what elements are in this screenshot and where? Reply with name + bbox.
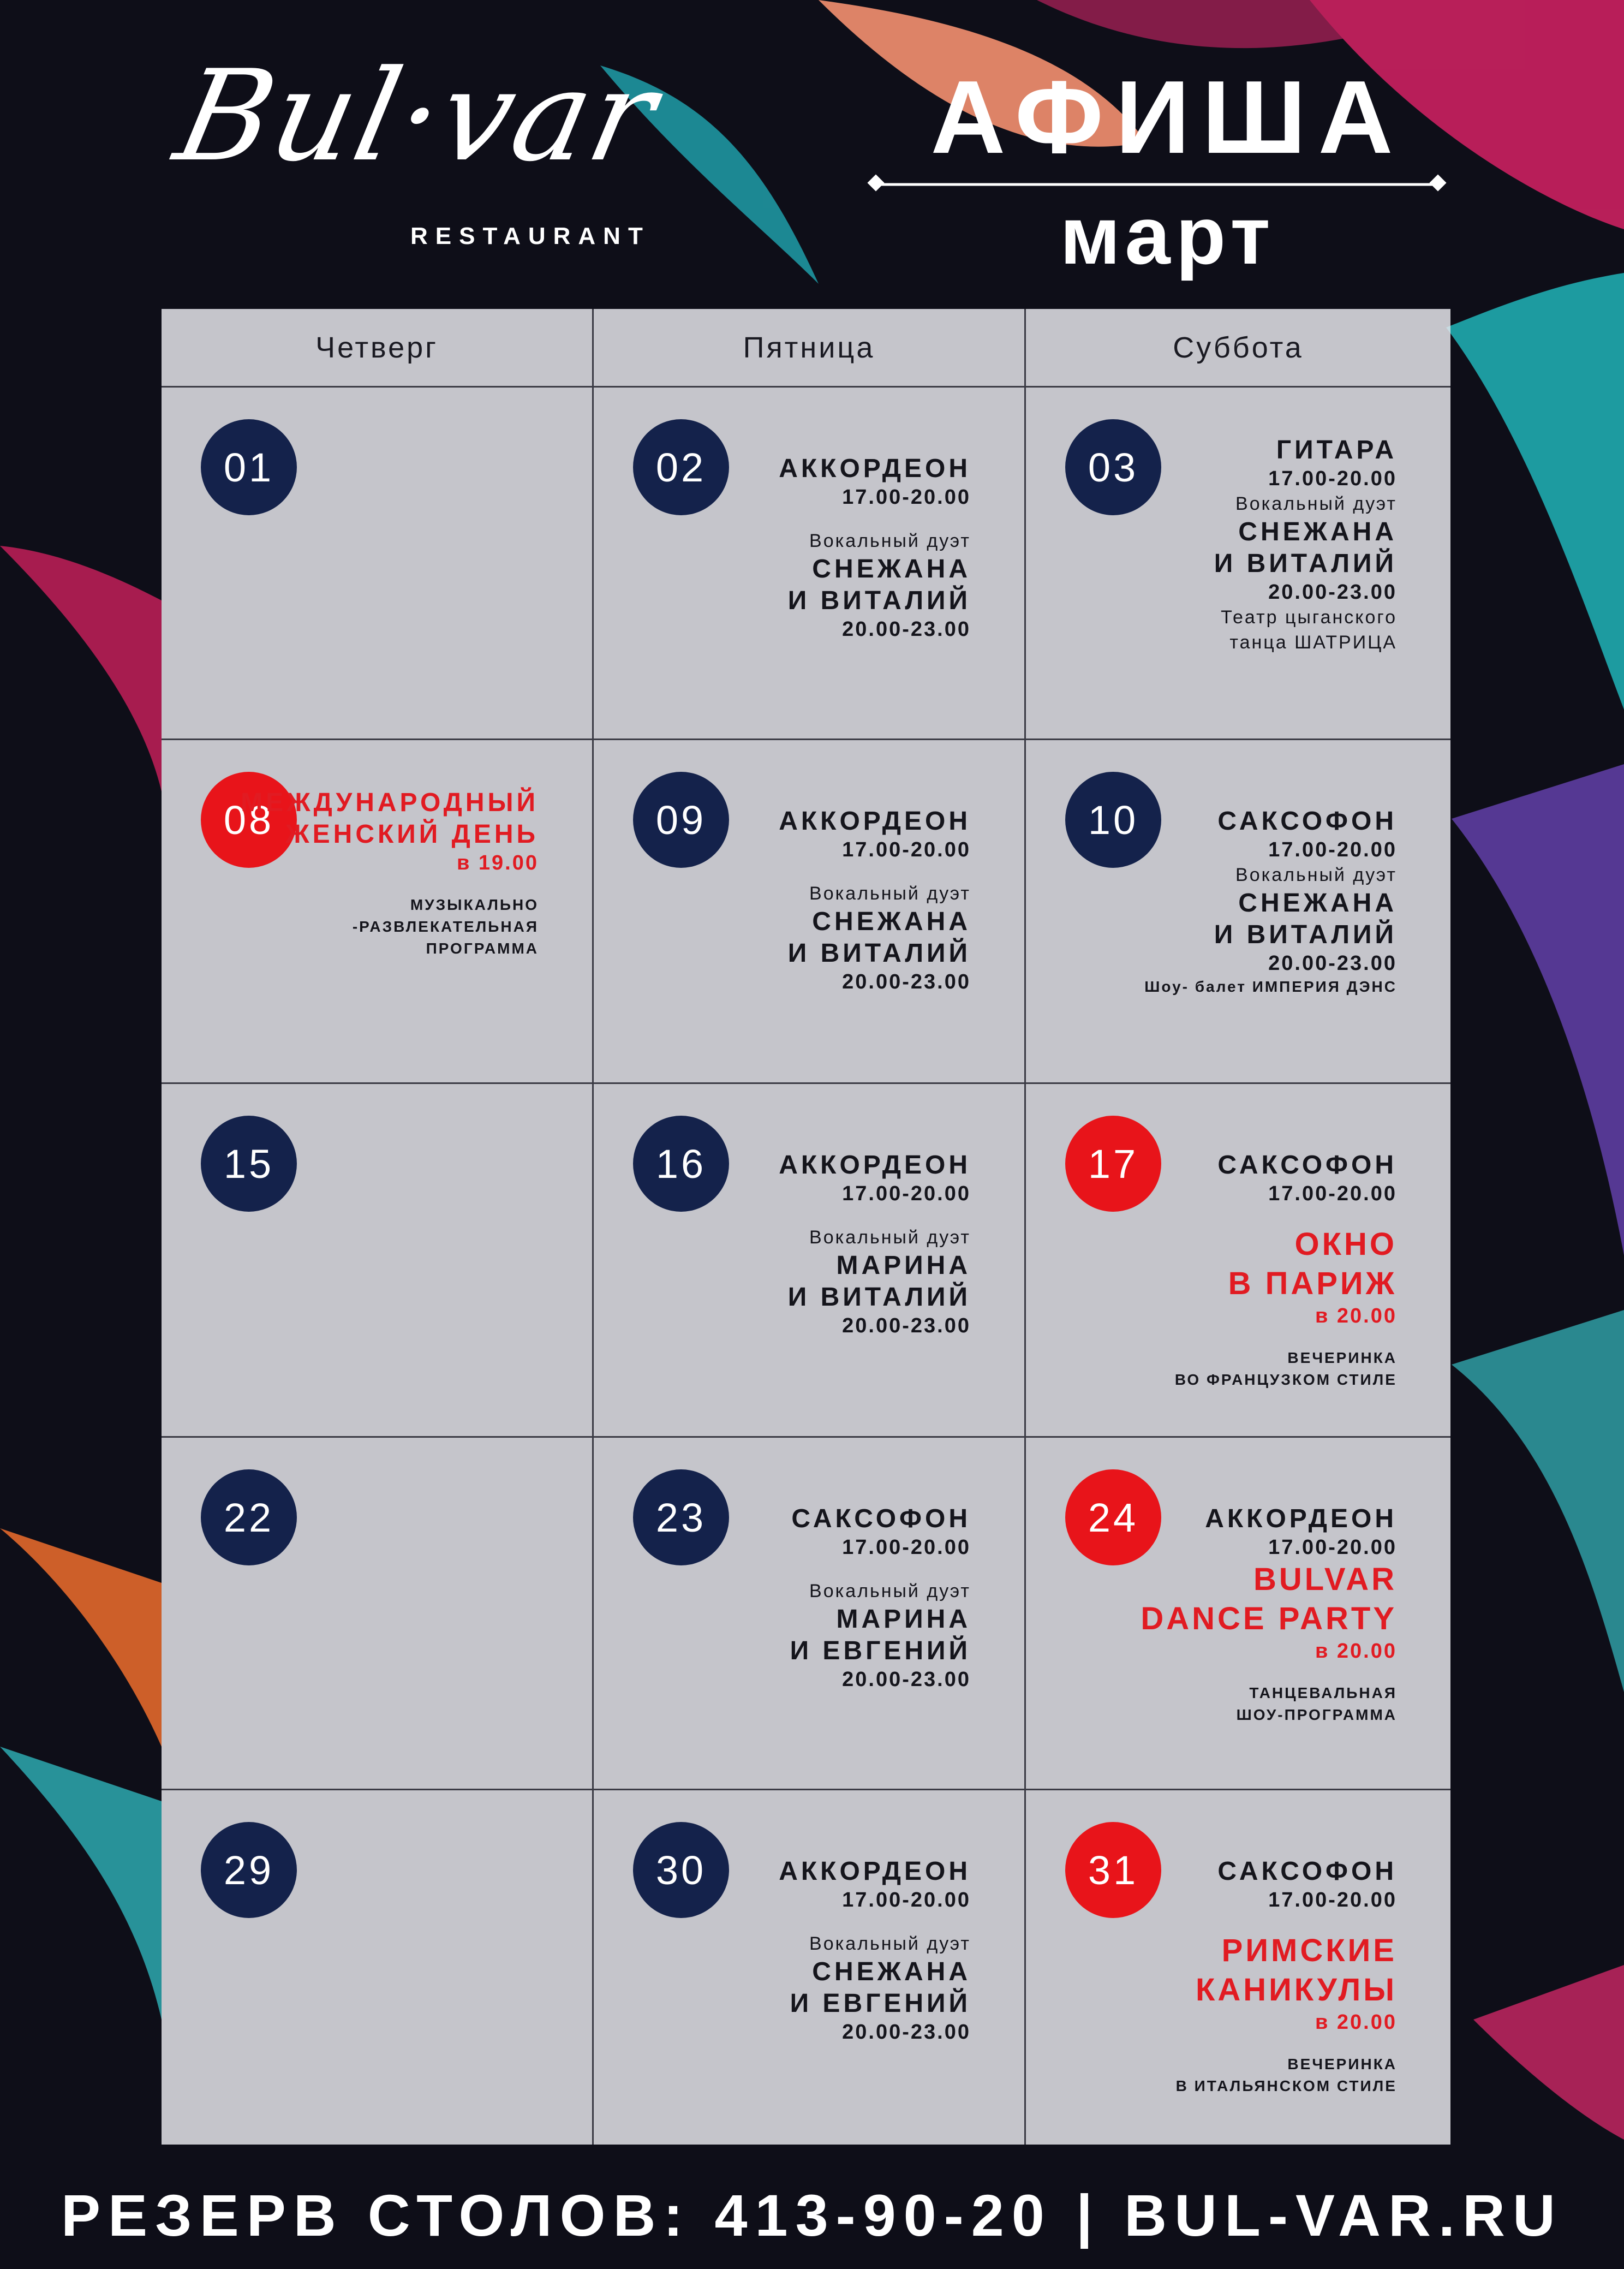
event-line: 17.00-20.00 <box>1268 1536 1397 1559</box>
spacer <box>241 876 539 894</box>
spacer <box>1176 1913 1397 1931</box>
event-list <box>1141 1485 1397 1726</box>
event-list <box>241 787 539 960</box>
event-line: МАРИНА <box>836 1605 971 1634</box>
event-line: 17.00-20.00 <box>1268 1889 1397 1911</box>
event-line: ВЕЧЕРИНКА <box>1287 1349 1397 1366</box>
event-line: 17.00-20.00 <box>842 1536 971 1559</box>
event-highlight-line: В ПАРИЖ <box>1228 1266 1397 1301</box>
spacer <box>779 510 971 528</box>
event-line: И ЕВГЕНИЙ <box>790 1636 971 1665</box>
event-line: САКСОФОН <box>1217 1857 1397 1886</box>
event-line: -РАЗВЛЕКАТЕЛЬНАЯ <box>352 918 539 935</box>
event-list <box>779 787 971 994</box>
event-line: ГИТАРА <box>1276 436 1397 464</box>
date-badge: 31 <box>1065 1822 1161 1918</box>
page-title: АФИША <box>930 59 1405 175</box>
event-highlight-line: в 20.00 <box>1315 1640 1397 1663</box>
event-line: ВО ФРАНЦУЗКОМ СТИЛЕ <box>1174 1371 1397 1388</box>
date-badge: 30 <box>633 1822 729 1918</box>
date-badge: 15 <box>201 1116 297 1212</box>
website-link[interactable]: BUL-VAR.RU <box>1124 2182 1563 2248</box>
date-badge: 08 <box>201 772 297 868</box>
event-highlight-line: BULVAR <box>1253 1562 1397 1597</box>
event-list <box>779 434 971 642</box>
event-line: АККОРДЕОН <box>779 1857 971 1886</box>
calendar-cell <box>1026 1790 1450 2145</box>
event-highlight-line: МЕЖДУНАРОДНЫЙ <box>241 788 539 817</box>
spacer <box>1144 787 1397 806</box>
event-line: 20.00-23.00 <box>842 1314 971 1337</box>
date-badge: 23 <box>633 1469 729 1565</box>
event-line: 17.00-20.00 <box>1268 1182 1397 1205</box>
footer <box>0 2161 1624 2269</box>
event-line: И ЕВГЕНИЙ <box>790 1989 971 2018</box>
spacer <box>779 787 971 806</box>
event-line: СНЕЖАНА <box>1238 517 1397 546</box>
calendar-cell <box>1026 1438 1450 1790</box>
calendar-cell <box>1026 1084 1450 1438</box>
event-highlight-line: в 20.00 <box>1315 2011 1397 2034</box>
day-header-thursday: Четверг <box>162 309 594 388</box>
event-line: Шоу- балет ИМПЕРИЯ ДЭНС <box>1144 978 1397 995</box>
calendar-cell <box>162 388 594 740</box>
event-list <box>1175 1131 1397 1391</box>
event-line: Вокальный дуэт <box>809 1581 971 1601</box>
event-line: 20.00-23.00 <box>842 1668 971 1691</box>
calendar-grid <box>162 309 1450 2145</box>
event-highlight-line: в 19.00 <box>456 851 539 874</box>
event-line: Вокальный дуэт <box>809 1227 971 1248</box>
calendar-cell <box>162 1084 594 1438</box>
event-line: И ВИТАЛИЙ <box>1214 920 1397 949</box>
day-header-saturday: Суббота <box>1026 309 1450 388</box>
brand-logo[interactable]: Bul·var <box>164 44 670 189</box>
calendar-cell <box>1026 740 1450 1084</box>
event-line: АККОРДЕОН <box>1205 1504 1397 1533</box>
event-line: 17.00-20.00 <box>842 838 971 861</box>
event-line: САКСОФОН <box>1217 1151 1397 1180</box>
event-highlight-line: ЖЕНСКИЙ ДЕНЬ <box>285 820 539 849</box>
event-line: Вокальный дуэт <box>1235 493 1397 514</box>
event-line: танца ШАТРИЦА <box>1229 632 1397 653</box>
event-line: АККОРДЕОН <box>779 807 971 836</box>
spacer <box>779 1837 971 1856</box>
date-badge: 02 <box>633 419 729 515</box>
event-line: И ВИТАЛИЙ <box>1214 549 1397 578</box>
spacer <box>790 1485 971 1503</box>
event-line: И ВИТАЛИЙ <box>787 586 971 615</box>
event-line: СНЕЖАНА <box>812 907 971 936</box>
date-badge: 01 <box>201 419 297 515</box>
calendar-cell <box>162 1790 594 2145</box>
event-line: Вокальный дуэт <box>809 883 971 904</box>
calendar-cell <box>162 1438 594 1790</box>
reserve-phone[interactable]: РЕЗЕРВ СТОЛОВ: 413-90-20 <box>61 2182 1052 2248</box>
date-badge: 29 <box>201 1822 297 1918</box>
calendar-cell <box>162 740 594 1084</box>
date-badge: 03 <box>1065 419 1161 515</box>
date-badge: 16 <box>633 1116 729 1212</box>
date-badge: 09 <box>633 772 729 868</box>
event-line: 17.00-20.00 <box>842 1889 971 1911</box>
calendar-cell <box>594 1438 1026 1790</box>
spacer <box>779 1913 971 1931</box>
event-highlight-line: КАНИКУЛЫ <box>1195 1972 1397 2008</box>
spacer <box>779 862 971 881</box>
event-line: 17.00-20.00 <box>1268 838 1397 861</box>
spacer <box>779 1131 971 1150</box>
date-badge: 17 <box>1065 1116 1161 1212</box>
event-line: Вокальный дуэт <box>809 531 971 551</box>
event-line: И ВИТАЛИЙ <box>787 1283 971 1312</box>
header <box>0 0 1624 306</box>
brand-subtitle: RESTAURANT <box>410 223 650 249</box>
event-line: ШОУ-ПРОГРАММА <box>1236 1706 1397 1723</box>
event-line: 17.00-20.00 <box>1268 467 1397 490</box>
event-line: СНЕЖАНА <box>812 1957 971 1986</box>
date-badge: 24 <box>1065 1469 1161 1565</box>
event-line: В ИТАЛЬЯНСКОМ СТИЛЕ <box>1175 2077 1397 2094</box>
footer-separator: | <box>1076 2182 1101 2248</box>
event-highlight-line: DANCE PARTY <box>1141 1601 1397 1636</box>
event-line: ПРОГРАММА <box>426 940 539 957</box>
event-line: Вокальный дуэт <box>809 1933 971 1954</box>
event-list <box>779 1131 971 1338</box>
event-line: И ВИТАЛИЙ <box>787 939 971 968</box>
event-highlight-line: ОКНО <box>1294 1226 1397 1262</box>
event-line: 20.00-23.00 <box>1268 952 1397 975</box>
event-line: АККОРДЕОН <box>779 1151 971 1180</box>
event-list <box>779 1837 971 2045</box>
event-line: САКСОФОН <box>1217 807 1397 836</box>
event-line: МАРИНА <box>836 1251 971 1280</box>
spacer <box>779 434 971 453</box>
event-line: 17.00-20.00 <box>842 1182 971 1205</box>
spacer <box>1175 1131 1397 1150</box>
event-line: 20.00-23.00 <box>842 618 971 641</box>
event-line: 17.00-20.00 <box>842 486 971 509</box>
calendar-cell <box>594 740 1026 1084</box>
event-highlight-line: в 20.00 <box>1315 1305 1397 1327</box>
event-list <box>1176 1837 1397 2097</box>
event-line: СНЕЖАНА <box>812 555 971 583</box>
spacer <box>1176 1837 1397 1856</box>
event-list <box>1144 787 1397 998</box>
event-line: Вокальный дуэт <box>1235 865 1397 885</box>
date-badge: 10 <box>1065 772 1161 868</box>
event-highlight-line: РИМСКИЕ <box>1221 1933 1397 1968</box>
event-line: ВЕЧЕРИНКА <box>1287 2056 1397 2073</box>
date-badge: 22 <box>201 1469 297 1565</box>
spacer <box>779 1206 971 1225</box>
event-list <box>1214 434 1397 655</box>
event-line: АККОРДЕОН <box>779 454 971 483</box>
event-line: 20.00-23.00 <box>842 970 971 993</box>
calendar-cell <box>594 1084 1026 1438</box>
day-header-friday: Пятница <box>594 309 1026 388</box>
event-line: СНЕЖАНА <box>1238 889 1397 918</box>
spacer <box>1141 1485 1397 1503</box>
event-line: 20.00-23.00 <box>842 2021 971 2044</box>
calendar-cell <box>1026 388 1450 740</box>
event-line: 20.00-23.00 <box>1268 581 1397 604</box>
spacer <box>1176 2035 1397 2053</box>
event-list <box>790 1485 971 1692</box>
event-line: ТАНЦЕВАЛЬНАЯ <box>1249 1684 1397 1701</box>
spacer <box>1175 1206 1397 1225</box>
event-line: Театр цыганского <box>1221 607 1397 628</box>
calendar-cell <box>594 1790 1026 2145</box>
spacer <box>1141 1664 1397 1682</box>
spacer <box>1175 1329 1397 1347</box>
month-title: март <box>1060 189 1276 281</box>
event-line: МУЗЫКАЛЬНО <box>410 896 539 913</box>
calendar-cell <box>594 388 1026 740</box>
spacer <box>790 1560 971 1579</box>
event-line: САКСОФОН <box>791 1504 971 1533</box>
